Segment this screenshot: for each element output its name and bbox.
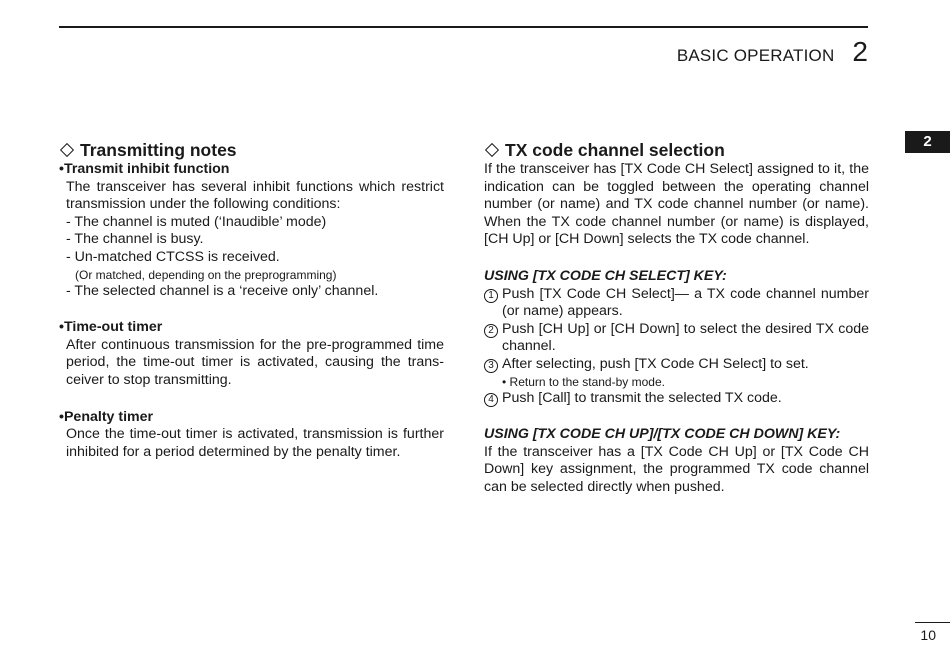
tx-code-intro: If the transceiver has [TX Code CH Select] assigned to it, the indication can be toggled between the operating channel number (or name) and TX code channel number (or name). When the TX code channel number (or name) is displayed, [CH Up] or [CH Down] selects the TX code channel. (484, 161, 869, 248)
tx-code-outro: If the transceiver has a [TX Code CH Up] or [TX Code CH Down] key assignment, the programmed TX code channel can be selected directly when pushed. (484, 443, 869, 495)
page-header (677, 36, 868, 68)
section-title-text: TX code channel selection (505, 140, 725, 160)
inhibit-item: - The channel is busy. (66, 231, 204, 248)
page-number: 10 (920, 627, 936, 643)
section-title-transmitting-notes (59, 140, 444, 160)
inhibit-item: - Un-matched CTCSS is received. (66, 248, 280, 265)
step-number: 4 (484, 393, 498, 407)
step-text: After selecting, push [TX Code CH Select] to set. (502, 355, 809, 372)
section-title-tx-code (484, 140, 869, 160)
step-text: Push [CH Up] or [CH Down] to select the desired TX code channel. (502, 320, 869, 355)
top-rule (59, 26, 868, 28)
step-item (484, 286, 869, 321)
penalty-heading: •Penalty timer (59, 408, 154, 425)
inhibit-item: - The channel is muted (‘Inaudible’ mode) (66, 213, 327, 230)
inhibit-text: The transceiver has several inhibit functions which restrict transmission under the following conditions: (66, 178, 444, 213)
step-item (484, 356, 869, 374)
chapter-number: 2 (852, 36, 868, 67)
inhibit-item: - The selected channel is a ‘receive only’ channel. (66, 282, 379, 299)
page-number-rule (915, 622, 950, 623)
subheading-select-key: USING [TX CODE CH SELECT] KEY: (484, 267, 727, 284)
chapter-side-tab: 2 (905, 131, 950, 153)
inhibit-heading: •Transmit inhibit function (59, 161, 230, 177)
diamond-icon (60, 143, 74, 157)
header-title: BASIC OPERATION (676, 46, 835, 65)
left-column (59, 140, 444, 461)
section-title-text: Transmitting notes (80, 140, 237, 160)
step-item (484, 390, 869, 408)
timeout-heading: •Time-out timer (59, 319, 163, 336)
step-number: 3 (484, 359, 498, 373)
step-number: 2 (484, 324, 498, 338)
subheading-up-down-key: USING [TX CODE CH UP]/[TX CODE CH DOWN] KEY: (484, 426, 841, 443)
timeout-text: After continuous transmission for the pre-programmed time period, the time-out timer is activated, causing the trans-ceiver to stop transmitting. (66, 336, 444, 388)
step-note: • Return to the stand-by mode. (502, 374, 665, 389)
penalty-text: Once the time-out timer is activated, transmission is further inhibited for a period determined by the penalty timer. (66, 426, 444, 460)
step-number: 1 (484, 289, 498, 303)
step-item (484, 321, 869, 356)
diamond-icon (485, 143, 499, 157)
inhibit-note: (Or matched, depending on the preprogramming) (75, 267, 337, 282)
right-column (484, 140, 869, 497)
step-text: Push [Call] to transmit the selected TX code. (502, 389, 782, 406)
step-text: Push [TX Code CH Select]— a TX code channel number (or name) appears. (502, 285, 869, 320)
